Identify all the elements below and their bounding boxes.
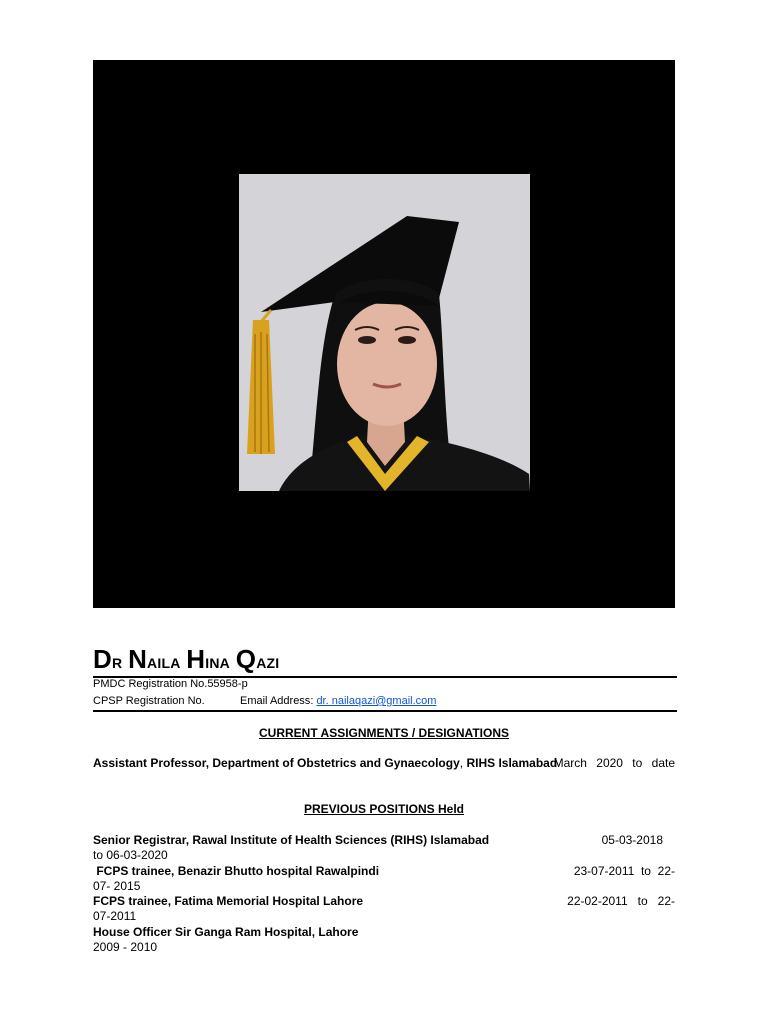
previous-position-dates-continued: 07-2011 xyxy=(93,909,137,923)
name-initial-4: Q xyxy=(235,644,257,674)
previous-position-dates: 22-02-2011 to 22- xyxy=(567,894,675,908)
email-address xyxy=(240,695,436,708)
person-name xyxy=(93,644,279,677)
name-rest-1: r xyxy=(111,651,123,673)
name-rest-2: aila xyxy=(147,651,181,673)
pmdc-registration: PMDC Registration No.55958-p xyxy=(93,678,248,690)
email-colon: : xyxy=(310,695,317,707)
email-label: Email Address xyxy=(240,695,311,707)
name-rest-4: azi xyxy=(256,651,280,673)
previous-position-title: Senior Registrar, Rawal Institute of Health Sciences (RIHS) Islamabad xyxy=(93,833,490,847)
previous-position-dates: 23-07-2011 to 22- xyxy=(573,864,675,878)
previous-position-title: FCPS trainee, Benazir Bhutto hospital Rawalpindi xyxy=(93,864,380,878)
name-initial-3: H xyxy=(186,644,206,674)
current-position-title: Assistant Professor, Department of Obstetrics and Gynaecology xyxy=(93,756,460,770)
previous-position-dates-continued: to 06-03-2020 xyxy=(93,848,168,862)
previous-positions-heading: PREVIOUS POSITIONS Held xyxy=(303,802,465,816)
name-rest-3: ina xyxy=(205,651,230,673)
divider-bottom xyxy=(93,710,677,712)
profile-photo xyxy=(239,174,530,491)
previous-position-dates-continued: 2009 - 2010 xyxy=(93,940,158,954)
current-position-separator: , xyxy=(459,756,467,770)
current-assignments-heading: CURRENT ASSIGNMENTS / DESIGNATIONS xyxy=(258,726,509,740)
name-initial-1: D xyxy=(93,644,112,674)
previous-position-title: House Officer Sir Ganga Ram Hospital, Lahore xyxy=(93,925,359,939)
email-link[interactable]: dr. nailaqazi@gmail.com xyxy=(316,695,437,707)
current-position-place: RIHS Islamabad xyxy=(466,756,558,770)
previous-position-dates: 05-03-2018 xyxy=(601,833,663,847)
name-initial-2: N xyxy=(128,644,148,674)
photo-frame xyxy=(93,60,675,608)
previous-position-dates-continued: 07- 2015 xyxy=(93,879,141,893)
cpsp-registration: CPSP Registration No. xyxy=(93,695,205,707)
current-position-dates: March 2020 to date xyxy=(553,756,675,770)
previous-position-title: FCPS trainee, Fatima Memorial Hospital Lahore xyxy=(93,894,364,908)
current-position xyxy=(93,756,557,771)
